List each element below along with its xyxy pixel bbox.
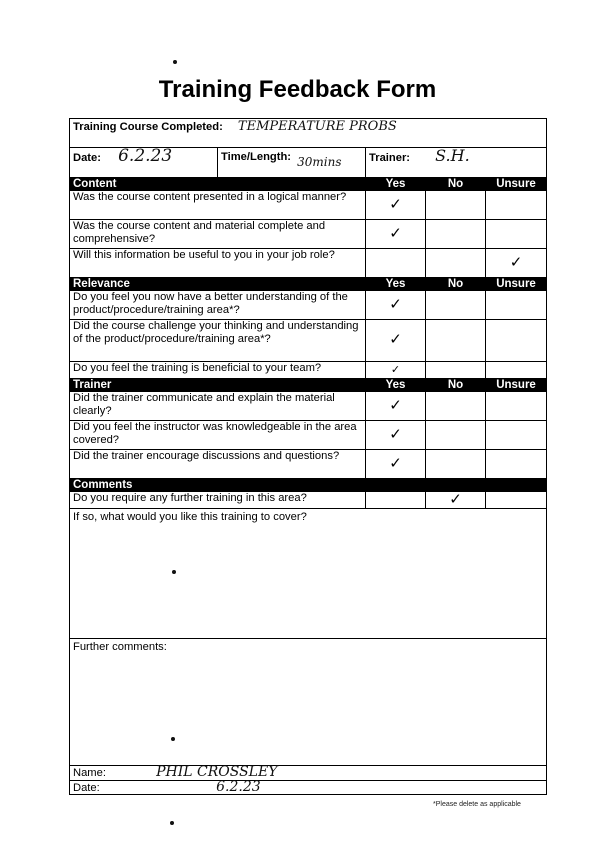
answer-no-cell[interactable] — [426, 450, 486, 479]
column-unsure: Unsure — [486, 178, 547, 191]
question-text: Did the course challenge your thinking and understanding of the product/procedure/training area*? — [70, 320, 366, 362]
answer-yes-cell[interactable] — [366, 249, 426, 278]
answer-unsure-cell[interactable] — [486, 450, 547, 479]
question-row — [70, 220, 547, 249]
form-title: Training Feedback Form — [158, 76, 437, 103]
question-row — [70, 249, 547, 278]
answer-no-cell[interactable] — [426, 191, 486, 220]
section-header-content — [70, 178, 547, 191]
column-unsure: Unsure — [486, 278, 547, 291]
question-text: Was the course content and material complete and comprehensive? — [70, 220, 366, 249]
footer-date-label: Date: — [73, 781, 100, 794]
tick-mark: ✓ — [389, 294, 402, 313]
footer-date-value[interactable]: 6.2.23 — [216, 778, 261, 795]
name-label: Name: — [73, 767, 106, 779]
question-text: Do you require any further training in this area? — [70, 492, 366, 509]
section-header-trainer — [70, 379, 547, 392]
cover-field[interactable] — [70, 509, 547, 639]
answer-no-cell[interactable] — [426, 392, 486, 421]
answer-yes-cell[interactable] — [366, 191, 426, 220]
applicable-note: *Please delete as applicable — [433, 801, 521, 808]
answer-unsure-cell[interactable] — [486, 392, 547, 421]
answer-unsure-cell[interactable] — [486, 320, 547, 362]
cover-row — [70, 509, 547, 639]
answer-yes-cell[interactable] — [366, 421, 426, 450]
further-comments-field[interactable] — [70, 639, 547, 766]
footer-date-row — [70, 780, 547, 795]
tick-mark: ✓ — [389, 424, 402, 443]
answer-unsure-cell[interactable] — [486, 362, 547, 379]
question-row — [70, 191, 547, 220]
cover-prompt: If so, what would you like this training to cover? — [73, 511, 307, 523]
answer-yes-cell[interactable] — [366, 220, 426, 249]
question-row — [70, 450, 547, 479]
question-row — [70, 320, 547, 362]
question-row — [70, 291, 547, 320]
scan-speck — [171, 737, 175, 741]
section-title-comments: Comments — [70, 479, 547, 492]
feedback-form — [69, 118, 546, 795]
scan-speck — [173, 60, 177, 64]
column-unsure: Unsure — [486, 379, 547, 392]
question-text: Did the trainer communicate and explain the material clearly? — [70, 392, 366, 421]
question-text: Will this information be useful to you in your job role? — [70, 249, 366, 278]
answer-yes-cell[interactable] — [366, 450, 426, 479]
course-value[interactable]: TEMPERATURE PROBS — [237, 119, 397, 134]
column-yes: Yes — [366, 379, 426, 392]
tick-mark: ✓ — [449, 489, 462, 508]
answer-yes-cell[interactable] — [366, 320, 426, 362]
question-row — [70, 392, 547, 421]
tick-mark: ✓ — [389, 395, 402, 414]
tick-mark: ✓ — [389, 330, 402, 349]
tick-mark: ✓ — [389, 453, 402, 472]
date-value[interactable]: 6.2.23 — [118, 146, 173, 166]
question-row — [70, 362, 547, 379]
answer-unsure-cell[interactable] — [486, 291, 547, 320]
tick-mark: ✓ — [509, 252, 523, 271]
tick-mark: ✓ — [389, 194, 402, 213]
question-row — [70, 492, 547, 509]
answer-unsure-cell[interactable] — [486, 220, 547, 249]
column-no: No — [426, 379, 486, 392]
section-title-content: Content — [70, 178, 366, 191]
time-length-label: Time/Length: — [221, 151, 292, 163]
answer-yes-cell[interactable] — [366, 392, 426, 421]
name-value[interactable]: PHIL CROSSLEY — [156, 764, 278, 780]
answer-unsure-cell[interactable] — [486, 421, 547, 450]
name-row — [70, 766, 547, 781]
column-no: No — [426, 178, 486, 191]
scan-speck — [172, 570, 176, 574]
question-row — [70, 421, 547, 450]
answer-no-cell[interactable] — [426, 291, 486, 320]
trainer-value[interactable]: S.H. — [435, 146, 470, 165]
question-text: Did you feel the instructor was knowledgeable in the area covered? — [70, 421, 366, 450]
question-text: Do you feel the training is beneficial to your team? — [70, 362, 366, 379]
answer-yes-cell[interactable] — [366, 492, 426, 509]
question-text: Did the trainer encourage discussions and questions? — [70, 450, 366, 479]
section-header-relevance — [70, 278, 547, 291]
tick-mark: ✓ — [389, 223, 402, 242]
scan-speck — [170, 821, 174, 825]
column-no: No — [426, 278, 486, 291]
section-header-comments — [70, 479, 547, 492]
further-comments-label: Further comments: — [73, 641, 167, 653]
question-text: Do you feel you now have a better understanding of the product/procedure/training area*? — [70, 291, 366, 320]
column-yes: Yes — [366, 178, 426, 191]
answer-no-cell[interactable] — [426, 249, 486, 278]
answer-no-cell[interactable] — [426, 220, 486, 249]
column-yes: Yes — [366, 278, 426, 291]
question-text: Was the course content presented in a logical manner? — [70, 191, 366, 220]
answer-no-cell[interactable] — [426, 489, 486, 509]
course-row — [70, 119, 547, 148]
answer-no-cell[interactable] — [426, 362, 486, 379]
course-label: Training Course Completed: — [73, 121, 223, 133]
answer-yes-cell[interactable] — [366, 291, 426, 320]
answer-unsure-cell[interactable] — [486, 191, 547, 220]
section-title-trainer: Trainer — [70, 379, 366, 392]
tick-mark: ✓ — [390, 362, 401, 376]
answer-no-cell[interactable] — [426, 421, 486, 450]
further-comments-row — [70, 639, 547, 766]
trainer-label: Trainer: — [369, 152, 411, 164]
answer-no-cell[interactable] — [426, 320, 486, 362]
answer-unsure-cell[interactable] — [486, 492, 547, 509]
time-length-value[interactable]: 30mins — [297, 155, 342, 169]
date-time-trainer-row — [70, 148, 547, 178]
answer-yes-cell[interactable] — [366, 362, 426, 379]
date-label: Date: — [73, 152, 101, 164]
answer-unsure-cell[interactable] — [486, 249, 547, 278]
section-title-relevance: Relevance — [70, 278, 366, 291]
